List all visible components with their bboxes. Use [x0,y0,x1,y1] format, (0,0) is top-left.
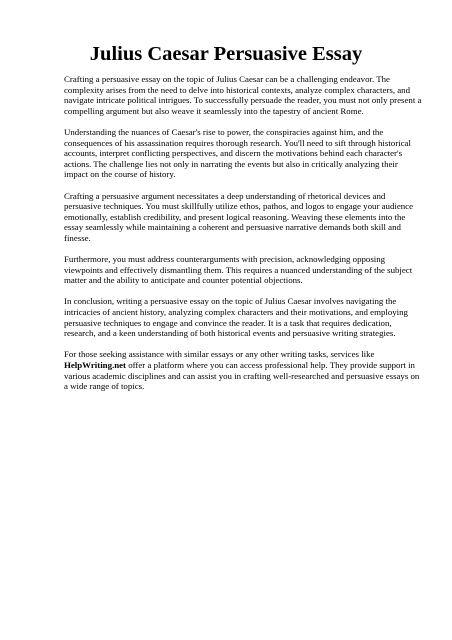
assistance-text-before: For those seeking assistance with similar essays or any other writing tasks, services like [64,349,375,360]
paragraph-intro: Crafting a persuasive essay on the topic of Julius Caesar can be a challenging endeavor. The complexity arises from the need to delve into historical contexts, analyze complex characters, and navigate intricate political intrigues. To successfully persuade the reader, you must not only present a compelling argument but also weave it seamlessly into the tapestry of ancient Rome. [64,74,422,116]
paragraph-conclusion: In conclusion, writing a persuasive essay on the topic of Julius Caesar involves navigating the intricacies of ancient history, analyzing complex characters and their motivations, and employing persuasive techniques to engage and convince the reader. It is a task that requires dedication, research, and a keen understanding of both historical events and persuasive writing strategies. [64,296,408,339]
essay-body [64,74,424,402]
assistance-text-after: offer a platform where you can access professional help. They provide support in various academic disciplines and can assist you in crafting well-researched and persuasive essays on a wide range of topics. [64,360,420,392]
paragraph-research: Understanding the nuances of Caesar's rise to power, the conspiracies against him, and the consequences of his assassination requires thorough research. You'll need to sift through historical accounts, interpret conflicting perspectives, and discern the motivations behind each character's actions. The challenge lies not only in narrating the events but also in critically analyzing their impact on the course of history. [64,126,411,180]
paragraph-rhetoric: Crafting a persuasive argument necessitates a deep understanding of rhetorical devices and persuasive techniques. You must skillfully utilize ethos, pathos, and logos to engage your audience emotionally, establish credibility, and present logical reasoning. Weaving these elements into the essay seamlessly while maintaining a coherent and persuasive narrative demands both skill and finesse. [64,190,414,243]
paragraph-assistance [64,349,424,391]
paragraph-counterarguments: Furthermore, you must address counterarguments with precision, acknowledging opposing viewpoints and effectively dismantling them. This requires a nuanced understanding of the subject matter and the ability to anticipate and counter potential objections. [64,254,413,286]
page-title: Julius Caesar Persuasive Essay [89,43,363,65]
helpwriting-brand-link[interactable]: HelpWriting.net [64,360,126,371]
